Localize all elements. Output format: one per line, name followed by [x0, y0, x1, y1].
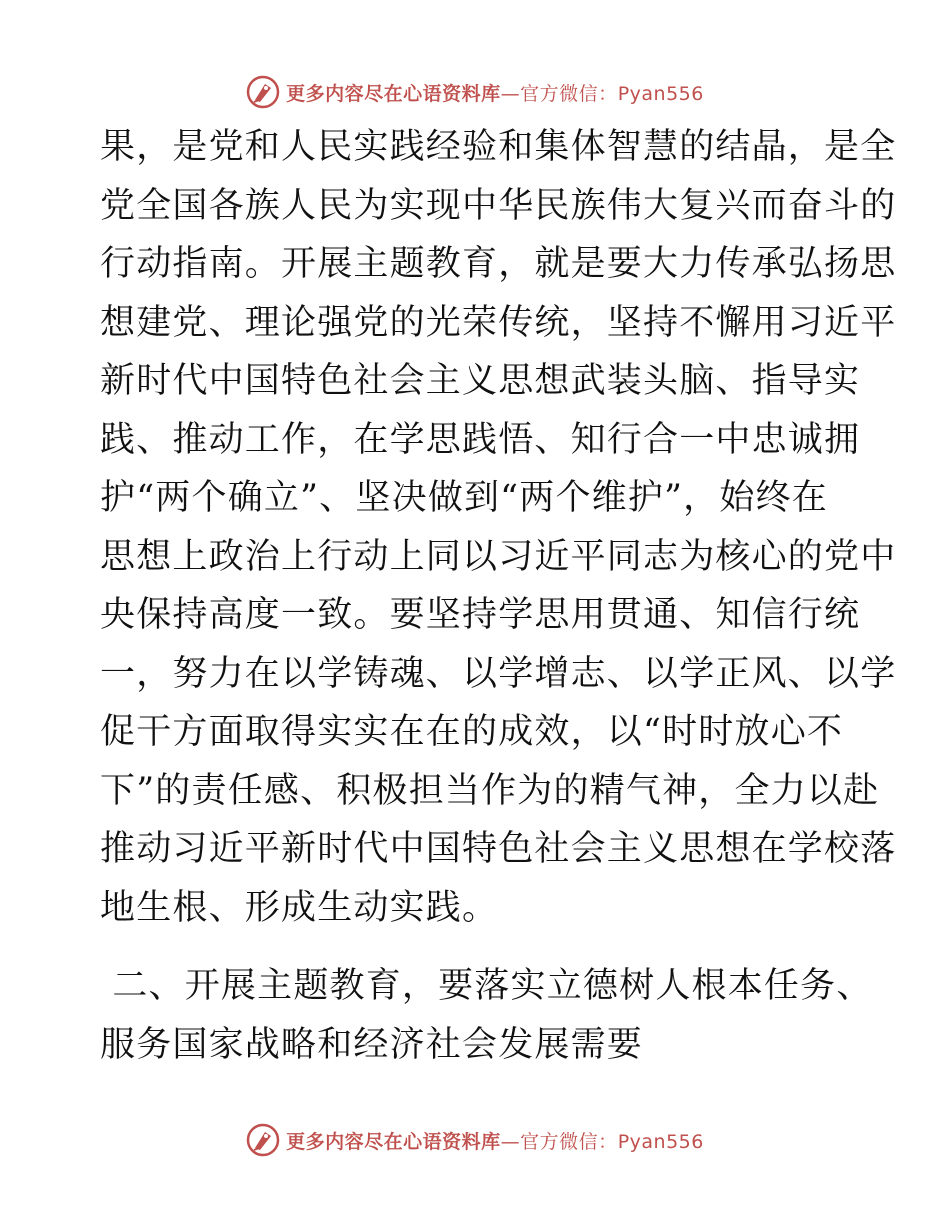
paragraph-line: 护“两个确立”、坚决做到“两个维护”，始终在	[100, 478, 828, 518]
paragraph-line: 央保持高度一致。要坚持学思用贯通、知信行统	[100, 595, 861, 635]
footer-watermark	[0, 1120, 950, 1160]
watermark-suffix: 官方微信：	[520, 1130, 618, 1153]
paragraph-line: 践、推动工作，在学思践悟、知行合一中忠诚拥	[100, 419, 861, 460]
paragraph-line: 推动习近平新时代中国特色社会主义思想在学校落	[100, 829, 897, 869]
heading-line: 二、开展主题教育，要落实立德树人根本任务、	[100, 966, 873, 1006]
paragraph-line: 下”的责任感、积极担当作为的精气神，全力以赴	[100, 770, 880, 811]
watermark-dash: —	[500, 1130, 521, 1153]
watermark-wechat-id: Pyan556	[617, 1130, 704, 1153]
watermark-text	[286, 79, 704, 106]
paragraph-line: 一，努力在以学铸魂、以学增志、以学正风、以学	[100, 653, 897, 694]
paragraph-line: 想建党、理论强党的光荣传统，坚持不懈用习近平	[100, 302, 897, 343]
heading-line: 服务国家战略和经济社会发展需要	[100, 1024, 644, 1065]
body-paragraph	[100, 118, 897, 937]
section-heading	[100, 957, 873, 1074]
pen-nib-logo-icon	[246, 75, 280, 109]
paragraph-line: 果，是党和人民实践经验和集体智慧的结晶，是全	[100, 127, 897, 167]
paragraph-line: 行动指南。开展主题教育，就是要大力传承弘扬思	[100, 244, 897, 284]
watermark-text	[286, 1127, 704, 1154]
document-body	[100, 118, 897, 1074]
header-watermark	[0, 72, 950, 112]
watermark-dash: —	[500, 82, 521, 105]
watermark-suffix: 官方微信：	[520, 82, 618, 105]
paragraph-line: 新时代中国特色社会主义思想武装头脑、指导实	[100, 361, 861, 401]
pen-nib-logo-icon	[246, 1123, 280, 1157]
paragraph-line: 思想上政治上行动上同以习近平同志为核心的党中	[100, 536, 897, 577]
watermark-wechat-id: Pyan556	[617, 82, 704, 105]
paragraph-line: 促干方面取得实实在在的成效，以“时时放心不	[100, 712, 844, 752]
watermark-main-text: 更多内容尽在心语资料库	[286, 82, 501, 105]
paragraph-line: 地生根、形成生动实践。	[100, 887, 499, 928]
paragraph-line: 党全国各族人民为实现中华民族伟大复兴而奋斗的	[100, 185, 897, 226]
watermark-main-text: 更多内容尽在心语资料库	[286, 1130, 501, 1153]
